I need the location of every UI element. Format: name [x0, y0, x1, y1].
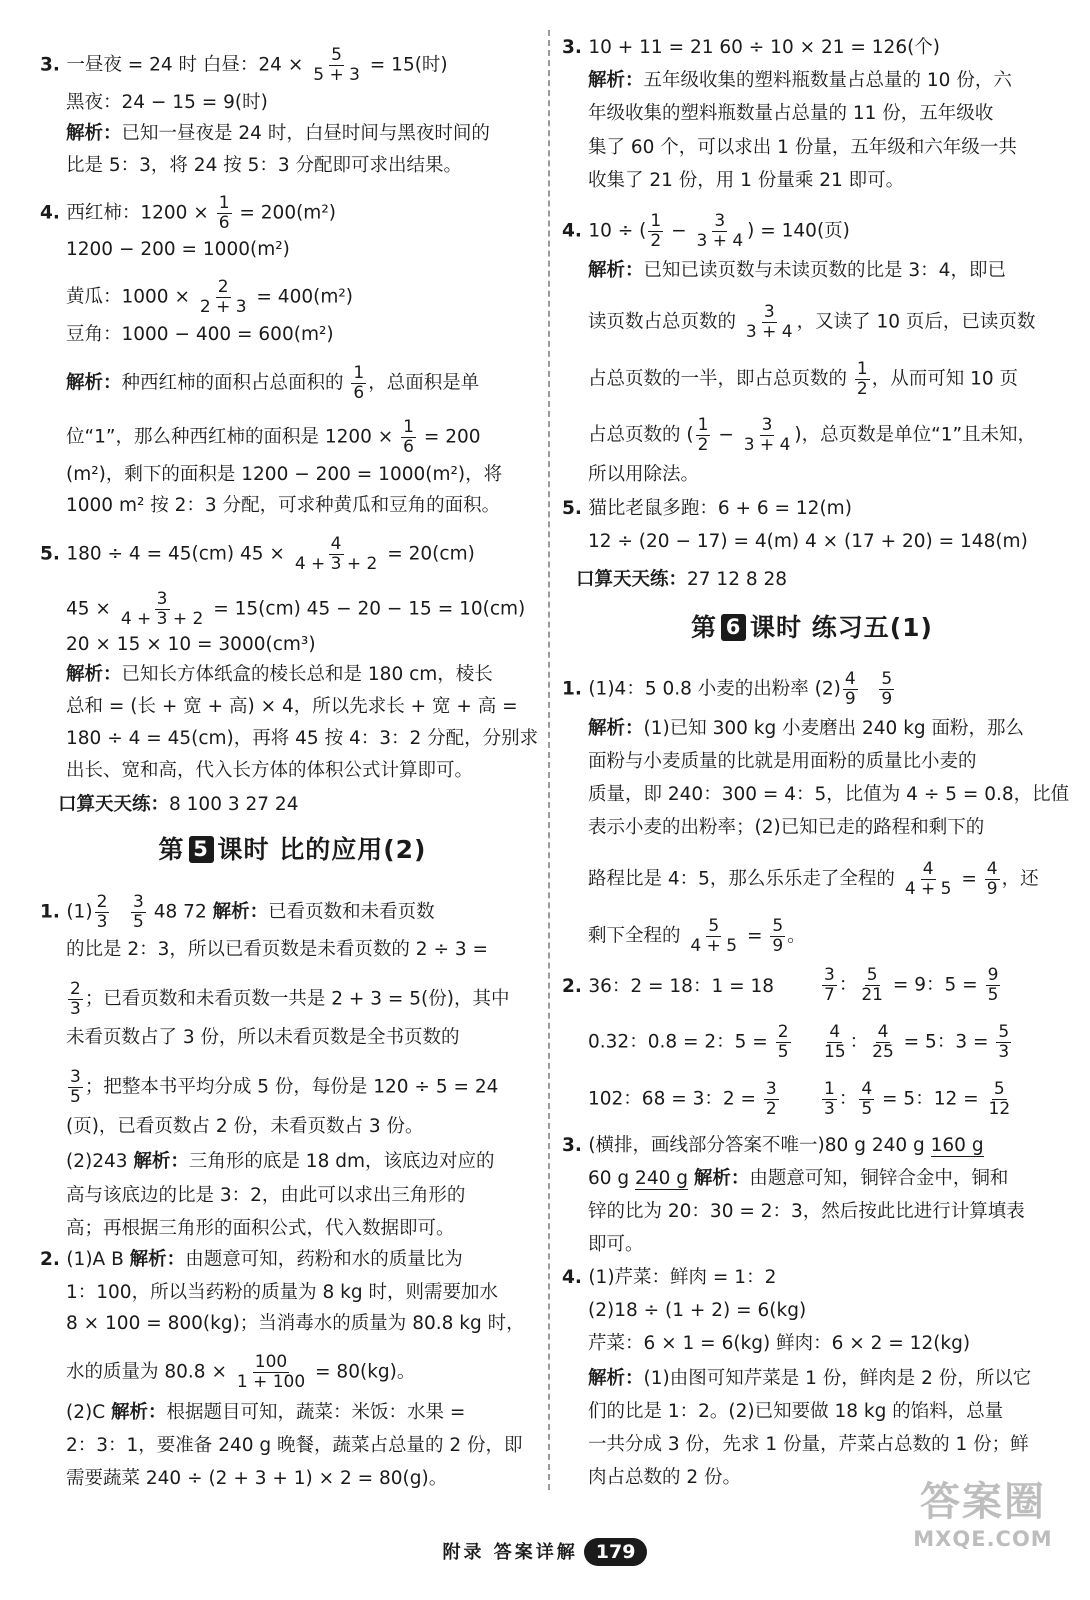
fraction: $\frac{2}{5}$: [777, 1022, 789, 1062]
fraction: $\frac{3}{7}$: [824, 965, 835, 1005]
fraction: $\frac{9}{5}$: [987, 965, 999, 1005]
analysis-4-line-4: 占总页数的 ( $\frac{1}{2}$ − $\frac{3}{3 + 4}$ )，总页数是单位“1”且未知，: [588, 415, 1037, 455]
fraction: $\frac{3}{3 + 4}$: [745, 302, 793, 342]
q1-line-4: 质量，即 240：300 = 4：5，比值为 4 ÷ 5 = 0.8，比值: [588, 784, 1070, 805]
underlined-answer: 240 g: [635, 1168, 688, 1189]
answer-4-line-2: 1200 − 200 = 1000(m²): [66, 239, 290, 260]
fraction: $\frac{4}{5}$: [861, 1079, 873, 1119]
q2-row-1-left: 2. 36：2 = 18：1 = 18: [562, 976, 775, 997]
analysis-3-line-1: 解析：五年级收集的塑料瓶数量占总量的 10 份，六: [588, 70, 1012, 91]
analysis-3-line-1: 解析：已知一昼夜是 24 时，白昼时间与黑夜时间的: [66, 123, 490, 144]
analysis-5-line-1: 解析：已知长方体纸盒的棱长总和是 180 cm，棱长: [66, 664, 493, 685]
answer-3-line-1: 3. 10 + 11 = 21 60 ÷ 10 × 21 = 126(个): [562, 37, 941, 58]
q4-line-2: (2)18 ÷ (1 + 2) = 6(kg): [588, 1300, 807, 1321]
q2-line-4: 水的质量为 80.8 × $\frac{100}{1 + 100}$ = 80(kg)。: [66, 1352, 416, 1392]
analysis-3-line-3: 集了 60 个，可以求出 1 份量，五年级和六年级一共: [588, 137, 1017, 158]
fraction: $\frac{1}{3}$: [824, 1079, 835, 1119]
analysis-5-line-3: 180 ÷ 4 = 45(cm)，再将 45 按 4：3：2 分配，分别求: [66, 728, 539, 749]
fraction: $\frac{4}{25}$: [872, 1022, 894, 1062]
fraction: $\frac{4}{15}$: [824, 1022, 846, 1062]
analysis-4-line-1: 解析：已知已读页数与未读页数的比是 3：4，即已: [588, 260, 1006, 281]
q2-row-1-right: $\frac{3}{7}$ ： $\frac{5}{21}$ = 9：5 = $\frac{9}{5}$: [824, 965, 999, 1005]
fraction: $\frac{3}{5}$: [133, 892, 144, 932]
fraction: $\frac{5}{3}$: [998, 1022, 1010, 1062]
page-number: 179: [584, 1538, 648, 1566]
fraction: $\frac{1}{6}$: [403, 417, 414, 457]
fraction: $\frac{1}{2}$: [856, 359, 868, 399]
q2-line-5: (2)C 解析：根据题目可知，蔬菜：米饭：水果 =: [66, 1402, 466, 1423]
fraction: $\frac{4}{4 + 5}$: [904, 859, 952, 899]
answer-4-line-4: 豆角：1000 − 400 = 600(m²): [66, 324, 334, 345]
answer-3-line-2: 黑夜：24 − 15 = 9(时): [66, 92, 268, 113]
analysis-4-line-2: 位“1”，那么种西红柿的面积是 1200 × $\frac{1}{6}$ = 200: [66, 417, 481, 457]
fraction: $\frac{5}{9}$: [881, 669, 893, 709]
q1-line-6: (页)，已看页数占 2 份，未看页数占 3 份。: [66, 1116, 424, 1137]
fraction: $\frac{3}{2}$: [765, 1079, 777, 1119]
q1-line-2: 解析：(1)已知 300 kg 小麦磨出 240 kg 面粉，那么: [588, 718, 1025, 739]
q2-row-2-left: 0.32：0.8 = 2：5 = $\frac{2}{5}$: [588, 1022, 789, 1062]
footer-label: 附录 答案详解: [442, 1542, 578, 1563]
q1-line-4: 未看页数占了 3 份，所以未看页数是全书页数的: [66, 1027, 460, 1048]
q1-line-3: $\frac{2}{3}$ ；已看页数和未看页数一共是 2 + 3 = 5(份)，其中: [70, 979, 510, 1019]
analysis-4-line-2: 读页数占总页数的 $\frac{3}{3 + 4}$ ，又读了 10 页后，已读页数: [588, 302, 1036, 342]
lesson-number-badge: 6: [721, 614, 746, 641]
q4-line-4: 解析：(1)由图可知芹菜是 1 份，鲜肉是 2 份，所以它: [588, 1368, 1032, 1389]
q1-line-9: 高；再根据三角形的面积公式，代入数据即可。: [66, 1218, 455, 1239]
answer-5-line-2: 12 ÷ (20 − 17) = 4(m) 4 × (17 + 20) = 148(m): [588, 531, 1028, 552]
watermark-text: 答案圈: [920, 1479, 1046, 1525]
q2-line-1: 2. (1)A B 解析：由题意可知，药粉和水的质量比为: [40, 1249, 463, 1270]
answer-3-line-1: 3. 一昼夜 = 24 时 白昼：24 × $\frac{5}{5 + 3}$ = 15(时): [40, 45, 448, 85]
q2-row-2-right: $\frac{4}{15}$ ： $\frac{4}{25}$ = 5：3 = $\frac{5}{3}$: [824, 1022, 1010, 1062]
answer-5-line-1: 5. 180 ÷ 4 = 45(cm) 45 × $\frac{4}{4 + 3 + 2}$ = 20(cm): [40, 534, 475, 574]
q2-line-3: 8 × 100 = 800(kg)；当消毒水的质量为 80.8 kg 时，: [66, 1313, 525, 1334]
analysis-5-line-4: 出长、宽和高，代入长方体的体积公式计算即可。: [66, 760, 474, 781]
q2-row-3-right: $\frac{1}{3}$ ： $\frac{4}{5}$ = 5：12 = $\frac{5}{12}$: [824, 1079, 1011, 1119]
q2-line-7: 需要蔬菜 240 ÷ (2 + 3 + 1) × 2 = 80(g)。: [66, 1468, 448, 1489]
analysis-5-line-2: 总和 = (长 + 宽 + 高) × 4，所以先求长 + 宽 + 高 =: [66, 696, 518, 717]
q2-line-6: 2：3：1，要准备 240 g 晚餐，蔬菜占总量的 2 份，即: [66, 1435, 523, 1456]
q1-line-1: 1. (1)4：5 0.8 小麦的出粉率 (2) $\frac{4}{9}$ $\frac{5}{9}$: [562, 669, 893, 709]
q4-line-1: 4. (1)芹菜：鲜肉 = 1：2: [562, 1267, 777, 1288]
q1-line-3: 面粉与小麦质量的比就是用面粉的质量比小麦的: [588, 751, 977, 772]
fraction: $\frac{3}{3 + 4}$: [743, 415, 791, 455]
answer-5-line-1: 5. 猫比老鼠多跑：6 + 6 = 12(m): [562, 498, 852, 519]
answer-4-line-1: 4. 西红柿：1200 × $\frac{1}{6}$ = 200(m²): [40, 193, 336, 233]
q1-line-7: (2)243 解析：三角形的底是 18 dm，该底边对应的: [66, 1151, 495, 1172]
q4-line-7: 肉占总数的 2 份。: [588, 1467, 742, 1488]
q1-line-2: 的比是 2：3，所以已看页数是未看页数的 2 ÷ 3 =: [66, 939, 488, 960]
fraction: $\frac{3}{3 + 4}$: [696, 211, 744, 251]
q3-line-1: 3. (横排，画线部分答案不唯一)80 g 240 g 160 g: [562, 1135, 984, 1156]
q1-line-6: 路程比是 4：5，那么乐乐走了全程的 $\frac{4}{4 + 5}$ = $\frac{4}{9}$ ，还: [588, 859, 1039, 899]
underlined-answer: 160 g: [930, 1135, 984, 1156]
q1-line-1: 1. (1) $\frac{2}{3}$ $\frac{3}{5}$ 48 72 解析：已看页数和未看页数: [40, 892, 435, 932]
lesson-5-heading: 第 5 课时 比的应用(2): [158, 835, 427, 864]
q2-line-2: 1：100，所以当药粉的质量为 8 kg 时，则需要加水: [66, 1282, 498, 1303]
answer-4-line-1: 4. 10 ÷ ( $\frac{1}{2}$ − $\frac{3}{3 + 4}$ ) = 140(页): [562, 211, 850, 251]
q4-line-3: 芹菜：6 × 1 = 6(kg) 鲜肉：6 × 2 = 12(kg): [588, 1333, 971, 1354]
answer-4-line-3: 黄瓜：1000 × $\frac{2}{2 + 3}$ = 400(m²): [66, 277, 353, 317]
fraction: $\frac{5}{9}$: [772, 916, 784, 956]
q3-line-4: 即可。: [588, 1234, 644, 1255]
fraction: $\frac{3}{5}$: [70, 1067, 81, 1107]
watermark-logo: [886, 1470, 1080, 1551]
q1-line-5: $\frac{3}{5}$ ；把整本书平均分成 5 份，每份是 120 ÷ 5 = 24: [70, 1067, 499, 1107]
q4-line-5: 们的比是 1：2。(2)已知要做 18 kg 的馅料，总量: [588, 1401, 1004, 1422]
fraction: $\frac{4}{9}$: [986, 859, 998, 899]
fraction: $\frac{100}{1 + 100}$: [236, 1352, 306, 1392]
fraction: $\frac{2}{3}$: [96, 892, 108, 932]
column-divider: [548, 30, 550, 1490]
answer-5-line-2: 45 × $\frac{3}{4 + 3 + 2}$ = 15(cm) 45 − 20 − 15 = 10(cm): [66, 589, 526, 629]
fraction: $\frac{2}{3}$: [70, 979, 81, 1019]
fraction: $\frac{5}{21}$: [861, 965, 883, 1005]
oral-practice: 口算天天练：8 100 3 27 24: [58, 794, 299, 815]
watermark-url: MXQE.COM: [913, 1527, 1053, 1551]
answer-5-line-3: 20 × 15 × 10 = 3000(cm³): [66, 634, 316, 655]
analysis-4-line-4: 1000 m² 按 2：3 分配，可求种黄瓜和豆角的面积。: [66, 495, 501, 516]
fraction: $\frac{5}{5 + 3}$: [313, 45, 360, 85]
analysis-3-line-2: 比是 5：3，将 24 按 5：3 分配即可求出结果。: [66, 155, 463, 176]
analysis-4-line-3: 占总页数的一半，即占总页数的 $\frac{1}{2}$ ，从而可知 10 页: [588, 359, 1019, 399]
q1-line-5: 表示小麦的出粉率；(2)已知已走的路程和剩下的: [588, 817, 985, 838]
lesson-6-heading: 第 6 课时 练习五(1): [691, 613, 933, 642]
q3-line-3: 锌的比为 20：30 = 2：3，然后按此比进行计算填表: [588, 1201, 1025, 1222]
q2-row-3-left: 102：68 = 3：2 = $\frac{3}{2}$: [588, 1079, 777, 1119]
fraction: $\frac{1}{2}$: [650, 211, 662, 251]
analysis-3-line-2: 年级收集的塑料瓶数量占总量的 11 份，五年级收: [588, 103, 994, 124]
analysis-4-line-1: 解析：种西红柿的面积占总面积的 $\frac{1}{6}$ ，总面积是单: [66, 363, 480, 403]
fraction: $\frac{3}{4 + 3 + 2}$: [120, 589, 204, 629]
analysis-3-line-4: 收集了 21 份，用 1 份量乘 21 即可。: [588, 170, 905, 191]
fraction: $\frac{1}{6}$: [218, 193, 230, 233]
q3-line-2: 60 g 240 g 解析：由题意可知，铜锌合金中，铜和: [588, 1168, 1009, 1189]
analysis-4-line-5: 所以用除法。: [588, 464, 700, 485]
fraction: $\frac{5}{4 + 5}$: [690, 916, 738, 956]
q4-line-6: 一共分成 3 份，先求 1 份量，芹菜占总数的 1 份；鲜: [588, 1434, 1029, 1455]
lesson-number-badge: 5: [189, 836, 214, 863]
fraction: $\frac{5}{12}$: [988, 1079, 1011, 1119]
fraction: $\frac{2}{2 + 3}$: [199, 277, 247, 317]
fraction: $\frac{4}{4 + 3 + 2}$: [294, 534, 378, 574]
q1-line-8: 高与该底边的比是 3：2，由此可以求出三角形的: [66, 1185, 466, 1206]
fraction: $\frac{4}{9}$: [844, 669, 856, 709]
analysis-4-line-3: (m²)，剩下的面积是 1200 − 200 = 1000(m²)，将: [66, 464, 503, 485]
fraction: $\frac{1}{2}$: [697, 415, 709, 455]
q1-line-7: 剩下全程的 $\frac{5}{4 + 5}$ = $\frac{5}{9}$ 。: [588, 916, 806, 956]
fraction: $\frac{1}{6}$: [353, 363, 365, 403]
oral-practice: 口算天天练：27 12 8 28: [576, 569, 788, 590]
